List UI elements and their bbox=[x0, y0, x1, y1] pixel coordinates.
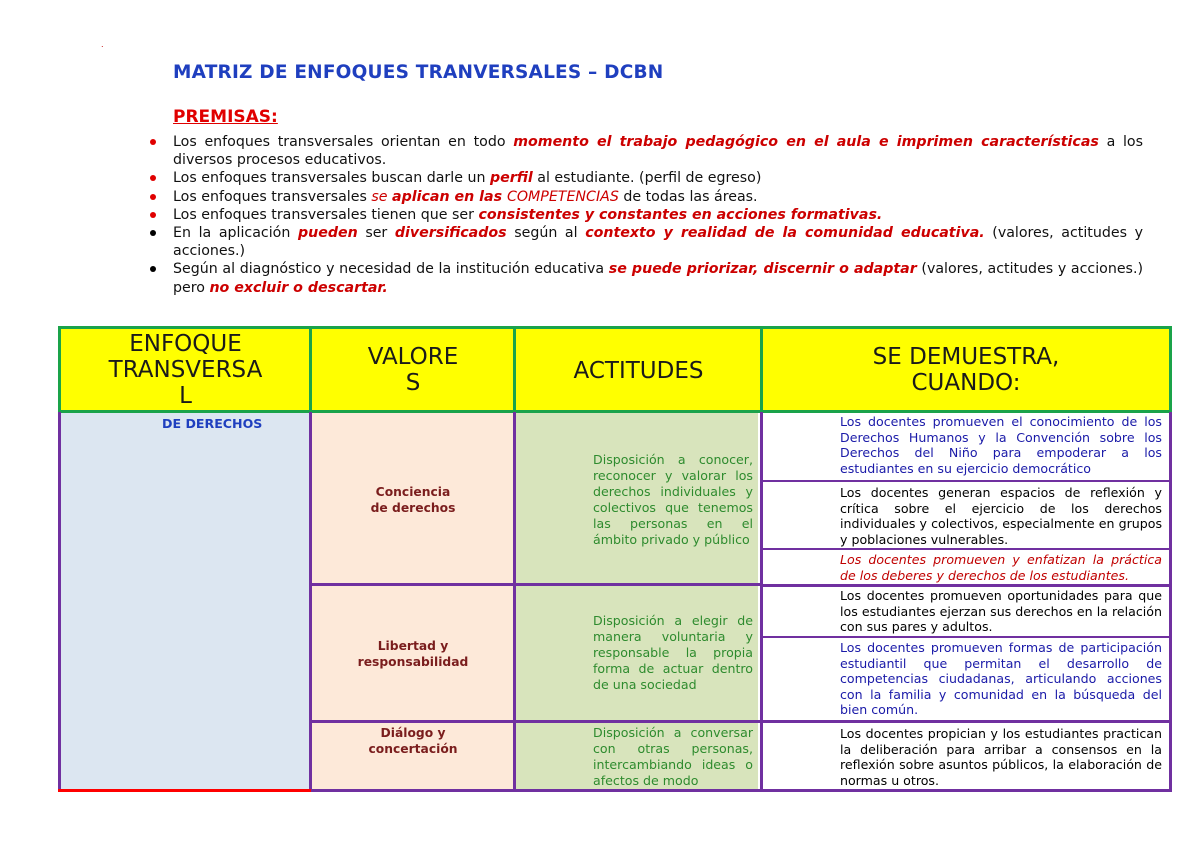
header-valores-line2: S bbox=[405, 370, 421, 396]
actitudes-column bbox=[515, 412, 762, 791]
actitud-conciencia: Disposición a conocer, reconocer y valorar los derechos individuales y colectivos que tenemos las personas en el ámbito privado y público bbox=[593, 452, 753, 547]
list-item: Los enfoques transversales orientan en todo momento el trabajo pedagógico en el aula e imprimen características a los diversos procesos educativos. bbox=[148, 133, 1143, 169]
header-enfoque bbox=[60, 328, 311, 412]
premisas-list bbox=[148, 133, 1143, 297]
valores-column bbox=[311, 412, 515, 791]
list-item: En la aplicación pueden ser diversificados según al contexto y realidad de la comunidad educativa. (valores, actitudes y acciones.) bbox=[148, 224, 1143, 260]
stray-mark: . bbox=[101, 40, 104, 49]
demuestra-column bbox=[762, 412, 1170, 791]
valor-conciencia: Conciencia de derechos bbox=[370, 485, 456, 515]
demuestra-2-2: Los docentes promueven formas de participación estudiantil que permitan el desarrollo de competencias ciudadanas, articulando acciones con la familia y comunidad en la búsqueda del bien común. bbox=[840, 640, 1162, 718]
valor-dialogo: Diálogo y concertación bbox=[368, 726, 458, 756]
list-item: Los enfoques transversales se aplican en las COMPETENCIAS de todas las áreas. bbox=[148, 188, 1143, 206]
document-title: MATRIZ DE ENFOQUES TRANVERSALES – DCBN bbox=[173, 62, 664, 83]
header-enfoque-line1: ENFOQUE bbox=[129, 331, 242, 357]
header-demuestra bbox=[762, 328, 1170, 412]
actitud-dialogo: Disposición a conversar con otras personas, intercambiando ideas o afectos de modo bbox=[593, 725, 753, 788]
enfoque-name: DE DERECHOS bbox=[162, 416, 263, 431]
bullet-icon bbox=[150, 139, 156, 145]
list-item: Los enfoques transversales tienen que ser consistentes y constantes en acciones formativas. bbox=[148, 206, 1143, 224]
demuestra-3-1: Los docentes propician y los estudiantes practican la deliberación para arribar a consensos en la reflexión sobre asuntos públicos, la elaboración de normas u otros. bbox=[840, 726, 1162, 788]
header-demuestra-line2: CUANDO: bbox=[911, 370, 1021, 396]
list-item: Según al diagnóstico y necesidad de la institución educativa se puede priorizar, discernir o adaptar (valores, actitudes y acciones.) pero no excluir o descartar. bbox=[148, 260, 1143, 296]
demuestra-2-1: Los docentes promueven oportunidades para que los estudiantes ejerzan sus derechos en la relación con sus pares y adultos. bbox=[840, 588, 1162, 635]
bullet-icon bbox=[150, 194, 156, 200]
enfoque-column bbox=[60, 412, 311, 791]
demuestra-1-2: Los docentes generan espacios de reflexión y crítica sobre el ejercicio de los derechos individuales y colectivos, especialmente en grupos y poblaciones vulnerables. bbox=[840, 485, 1162, 547]
demuestra-1-3: Los docentes promueven y enfatizan la práctica de los deberes y derechos de los estudiantes. bbox=[840, 552, 1162, 583]
bullet-icon bbox=[150, 266, 156, 272]
demuestra-1-1: Los docentes promueven el conocimiento de los Derechos Humanos y la Convención sobre los Derechos del Niño para empoderar a los estudiantes en su ejercicio democrático bbox=[840, 414, 1162, 476]
header-valores bbox=[311, 328, 515, 412]
header-demuestra-line1: SE DEMUESTRA, bbox=[872, 344, 1060, 370]
header-enfoque-line2: TRANSVERSA bbox=[108, 357, 263, 383]
actitud-libertad: Disposición a elegir de manera voluntaria y responsable la propia forma de actuar dentro de una sociedad bbox=[593, 613, 753, 692]
bullet-icon bbox=[150, 175, 156, 181]
header-valores-line1: VALORE bbox=[367, 344, 459, 370]
header-actitudes bbox=[515, 328, 762, 412]
valor-libertad: Libertad y responsabilidad bbox=[357, 639, 469, 669]
premisas-heading: PREMISAS: bbox=[173, 107, 278, 127]
header-actitudes-label: ACTITUDES bbox=[573, 358, 704, 384]
bullet-icon bbox=[150, 212, 156, 218]
bullet-icon bbox=[150, 230, 156, 236]
list-item: Los enfoques transversales buscan darle un perfil al estudiante. (perfil de egreso) bbox=[148, 169, 1143, 187]
header-enfoque-line3: L bbox=[179, 383, 192, 409]
